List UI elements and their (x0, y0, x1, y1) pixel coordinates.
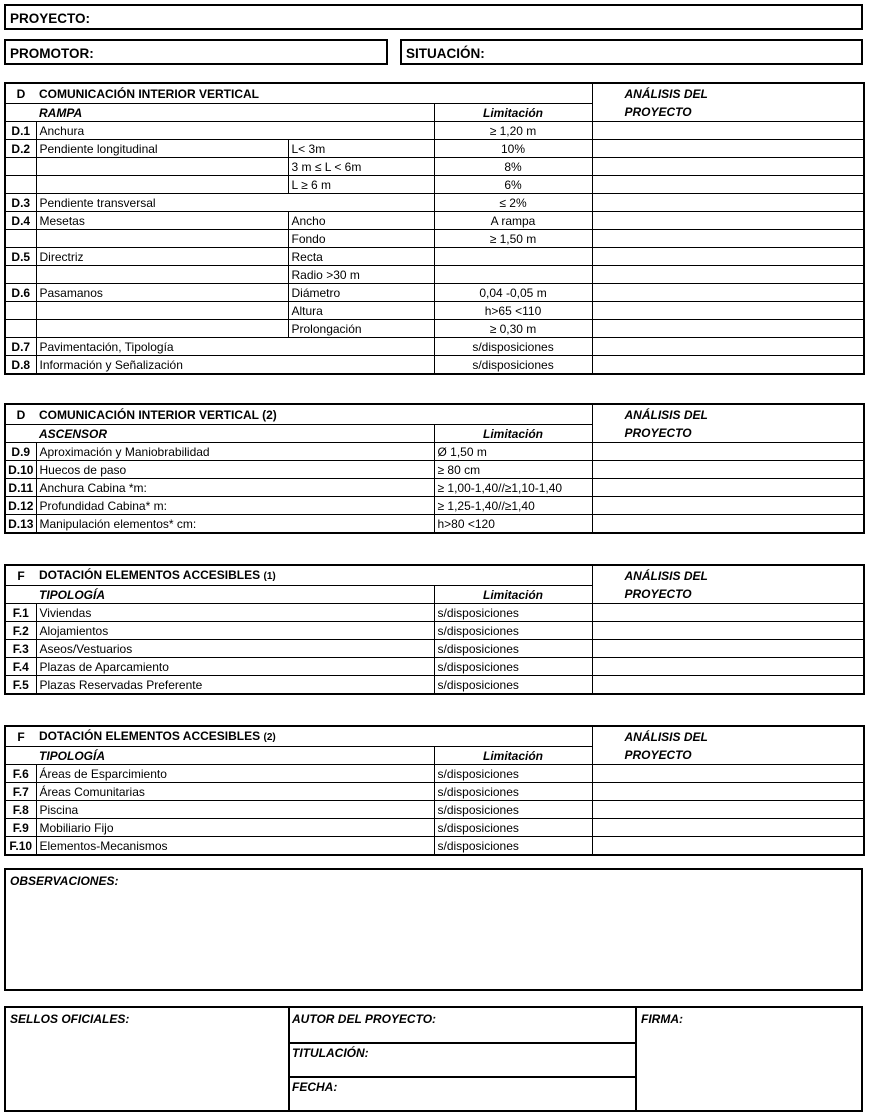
titulacion-label: TITULACIÓN: (292, 1046, 369, 1060)
row-limit: ≥ 0,30 m (434, 320, 592, 338)
analysis-cell[interactable] (592, 443, 864, 461)
row-limit: 10% (434, 140, 592, 158)
table-row (5, 320, 864, 338)
table-row (5, 338, 864, 356)
section-letter: F (5, 726, 36, 747)
analisis-header: ANÁLISIS DEL (592, 726, 864, 747)
titulacion-cell[interactable] (290, 1044, 635, 1078)
table-row (5, 479, 864, 497)
analisis-header-2: PROYECTO (592, 747, 864, 765)
section-title: COMUNICACIÓN INTERIOR VERTICAL (36, 83, 592, 104)
table-row (5, 443, 864, 461)
table-row (5, 284, 864, 302)
row-code (5, 176, 36, 194)
row-code: F.2 (5, 622, 36, 640)
observaciones-label: OBSERVACIONES: (10, 874, 119, 888)
row-limit: Ø 1,50 m (434, 443, 592, 461)
row-limit: h>80 <120 (434, 515, 592, 534)
table-row (5, 497, 864, 515)
section-subtitle: RAMPA (36, 104, 434, 122)
analysis-cell[interactable] (592, 194, 864, 212)
row-limit: ≥ 1,20 m (434, 122, 592, 140)
table-dotacion-2 (4, 725, 865, 856)
fecha-cell[interactable] (290, 1078, 635, 1110)
row-label: Áreas Comunitarias (36, 783, 434, 801)
analysis-cell[interactable] (592, 497, 864, 515)
situacion-field[interactable] (400, 39, 863, 65)
row-limit: s/disposiciones (434, 783, 592, 801)
table-row (5, 302, 864, 320)
row-limit: ≥ 1,25-1,40//≥1,40 (434, 497, 592, 515)
row-limit: s/disposiciones (434, 356, 592, 375)
row-label: Profundidad Cabina* m: (36, 497, 434, 515)
section-letter: D (5, 404, 36, 425)
proyecto-field[interactable] (4, 4, 863, 30)
analysis-cell[interactable] (592, 266, 864, 284)
row-sublabel: Recta (288, 248, 434, 266)
observaciones-box[interactable] (4, 868, 863, 991)
analisis-header-2: PROYECTO (592, 425, 864, 443)
row-code: D.12 (5, 497, 36, 515)
proyecto-label: PROYECTO: (10, 11, 91, 26)
row-code: D.9 (5, 443, 36, 461)
autor-cell[interactable] (290, 1008, 635, 1044)
row-code: F.8 (5, 801, 36, 819)
analysis-cell[interactable] (592, 658, 864, 676)
firma-label: FIRMA: (641, 1012, 683, 1026)
analisis-header: ANÁLISIS DEL (592, 83, 864, 104)
analisis-header-2: PROYECTO (592, 586, 864, 604)
row-limit: s/disposiciones (434, 622, 592, 640)
autor-label: AUTOR DEL PROYECTO: (292, 1012, 437, 1026)
row-label: Aproximación y Maniobrabilidad (36, 443, 434, 461)
table-row (5, 461, 864, 479)
row-limit: ≤ 2% (434, 194, 592, 212)
section-subtitle: TIPOLOGÍA (36, 747, 434, 765)
table-row (5, 783, 864, 801)
row-limit: s/disposiciones (434, 676, 592, 695)
row-label: Mesetas (36, 212, 288, 230)
analysis-cell[interactable] (592, 356, 864, 375)
limitacion-header: Limitación (434, 425, 592, 443)
row-limit: s/disposiciones (434, 640, 592, 658)
row-code: F.4 (5, 658, 36, 676)
analysis-cell[interactable] (592, 461, 864, 479)
row-label (36, 320, 288, 338)
table-row (5, 604, 864, 622)
row-code: F.9 (5, 819, 36, 837)
row-code: D.10 (5, 461, 36, 479)
analysis-cell[interactable] (592, 230, 864, 248)
footer-box (4, 1006, 863, 1112)
analysis-cell[interactable] (592, 515, 864, 534)
section-title: DOTACIÓN ELEMENTOS ACCESIBLES (1) (36, 565, 592, 586)
analysis-cell[interactable] (592, 320, 864, 338)
analysis-cell[interactable] (592, 122, 864, 140)
analysis-cell[interactable] (592, 640, 864, 658)
section-subtitle: TIPOLOGÍA (36, 586, 434, 604)
limitacion-header: Limitación (434, 747, 592, 765)
row-label: Áreas de Esparcimiento (36, 765, 434, 783)
row-code: F.5 (5, 676, 36, 695)
limitacion-header: Limitación (434, 104, 592, 122)
row-label (36, 266, 288, 284)
table-row (5, 266, 864, 284)
row-label: Pendiente transversal (36, 194, 434, 212)
row-limit: s/disposiciones (434, 837, 592, 856)
analysis-cell[interactable] (592, 338, 864, 356)
row-code (5, 230, 36, 248)
row-code: D.2 (5, 140, 36, 158)
table-row (5, 194, 864, 212)
table-row (5, 248, 864, 266)
section-title: DOTACIÓN ELEMENTOS ACCESIBLES (2) (36, 726, 592, 747)
row-limit: 0,04 -0,05 m (434, 284, 592, 302)
row-code (5, 266, 36, 284)
row-limit: ≥ 80 cm (434, 461, 592, 479)
table-row (5, 230, 864, 248)
row-limit: s/disposiciones (434, 338, 592, 356)
row-code (5, 320, 36, 338)
row-code: F.1 (5, 604, 36, 622)
table-row (5, 515, 864, 534)
row-label: Viviendas (36, 604, 434, 622)
table-row (5, 122, 864, 140)
row-label: Pasamanos (36, 284, 288, 302)
row-code: D.6 (5, 284, 36, 302)
analysis-cell[interactable] (592, 765, 864, 783)
row-code (5, 302, 36, 320)
analysis-cell[interactable] (592, 284, 864, 302)
row-code: D.7 (5, 338, 36, 356)
row-sublabel: Radio >30 m (288, 266, 434, 284)
row-label (36, 230, 288, 248)
fecha-label: FECHA: (292, 1080, 338, 1094)
row-sublabel: Prolongación (288, 320, 434, 338)
table-ascensor (4, 403, 865, 534)
analisis-header-2: PROYECTO (592, 104, 864, 122)
row-limit (434, 266, 592, 284)
row-label: Elementos-Mecanismos (36, 837, 434, 856)
row-label: Anchura Cabina *m: (36, 479, 434, 497)
row-limit: ≥ 1,50 m (434, 230, 592, 248)
analysis-cell[interactable] (592, 302, 864, 320)
table-row (5, 158, 864, 176)
row-label (36, 302, 288, 320)
analisis-header: ANÁLISIS DEL (592, 404, 864, 425)
table-rampa (4, 82, 865, 375)
analysis-cell[interactable] (592, 212, 864, 230)
analysis-cell[interactable] (592, 837, 864, 856)
analysis-cell[interactable] (592, 176, 864, 194)
section-title: COMUNICACIÓN INTERIOR VERTICAL (2) (36, 404, 592, 425)
table-row (5, 801, 864, 819)
table-row (5, 356, 864, 375)
analysis-cell[interactable] (592, 479, 864, 497)
row-sublabel: Altura (288, 302, 434, 320)
row-label: Plazas de Aparcamiento (36, 658, 434, 676)
analysis-cell[interactable] (592, 604, 864, 622)
analysis-cell[interactable] (592, 248, 864, 266)
row-limit: s/disposiciones (434, 765, 592, 783)
row-code: F.6 (5, 765, 36, 783)
row-code: D.8 (5, 356, 36, 375)
table-row (5, 819, 864, 837)
row-label: Información y Señalización (36, 356, 434, 375)
row-sublabel: L< 3m (288, 140, 434, 158)
row-sublabel: 3 m ≤ L < 6m (288, 158, 434, 176)
row-limit: s/disposiciones (434, 658, 592, 676)
row-label: Pendiente longitudinal (36, 140, 288, 158)
analysis-cell[interactable] (592, 158, 864, 176)
promotor-label: PROMOTOR: (10, 46, 94, 61)
sellos-label: SELLOS OFICIALES: (10, 1012, 130, 1026)
section-letter: F (5, 565, 36, 586)
firma-cell[interactable] (635, 1008, 863, 1110)
row-label: Plazas Reservadas Preferente (36, 676, 434, 695)
section-subtitle: ASCENSOR (36, 425, 434, 443)
table-row (5, 837, 864, 856)
table-row (5, 212, 864, 230)
row-code: D.13 (5, 515, 36, 534)
row-limit: 6% (434, 176, 592, 194)
row-limit: 8% (434, 158, 592, 176)
row-label (36, 158, 288, 176)
row-code: D.1 (5, 122, 36, 140)
row-limit: h>65 <110 (434, 302, 592, 320)
row-limit: s/disposiciones (434, 604, 592, 622)
analysis-cell[interactable] (592, 622, 864, 640)
row-code: F.10 (5, 837, 36, 856)
promotor-field[interactable] (4, 39, 388, 65)
row-code: D.4 (5, 212, 36, 230)
row-label: Alojamientos (36, 622, 434, 640)
table-row (5, 140, 864, 158)
row-sublabel: Fondo (288, 230, 434, 248)
row-code: D.5 (5, 248, 36, 266)
table-row (5, 622, 864, 640)
row-code: D.3 (5, 194, 36, 212)
table-row (5, 676, 864, 695)
table-row (5, 765, 864, 783)
row-sublabel: Ancho (288, 212, 434, 230)
row-limit: A rampa (434, 212, 592, 230)
analisis-header: ANÁLISIS DEL (592, 565, 864, 586)
row-label: Aseos/Vestuarios (36, 640, 434, 658)
table-row (5, 176, 864, 194)
table-row (5, 640, 864, 658)
row-label: Directriz (36, 248, 288, 266)
row-code: F.7 (5, 783, 36, 801)
limitacion-header: Limitación (434, 586, 592, 604)
row-limit: ≥ 1,00-1,40//≥1,10-1,40 (434, 479, 592, 497)
situacion-label: SITUACIÓN: (406, 46, 485, 61)
row-sublabel: Diámetro (288, 284, 434, 302)
sellos-cell[interactable] (6, 1008, 290, 1110)
table-dotacion-1 (4, 564, 865, 695)
row-label (36, 176, 288, 194)
row-label: Pavimentación, Tipología (36, 338, 434, 356)
analysis-cell[interactable] (592, 819, 864, 837)
row-limit: s/disposiciones (434, 819, 592, 837)
row-label: Piscina (36, 801, 434, 819)
analysis-cell[interactable] (592, 783, 864, 801)
analysis-cell[interactable] (592, 801, 864, 819)
row-label: Anchura (36, 122, 434, 140)
row-limit: s/disposiciones (434, 801, 592, 819)
analysis-cell[interactable] (592, 676, 864, 695)
row-code (5, 158, 36, 176)
row-code: D.11 (5, 479, 36, 497)
table-row (5, 658, 864, 676)
row-label: Mobiliario Fijo (36, 819, 434, 837)
row-sublabel: L ≥ 6 m (288, 176, 434, 194)
analysis-cell[interactable] (592, 140, 864, 158)
row-label: Manipulación elementos* cm: (36, 515, 434, 534)
section-letter: D (5, 83, 36, 104)
row-code: F.3 (5, 640, 36, 658)
row-limit (434, 248, 592, 266)
row-label: Huecos de paso (36, 461, 434, 479)
